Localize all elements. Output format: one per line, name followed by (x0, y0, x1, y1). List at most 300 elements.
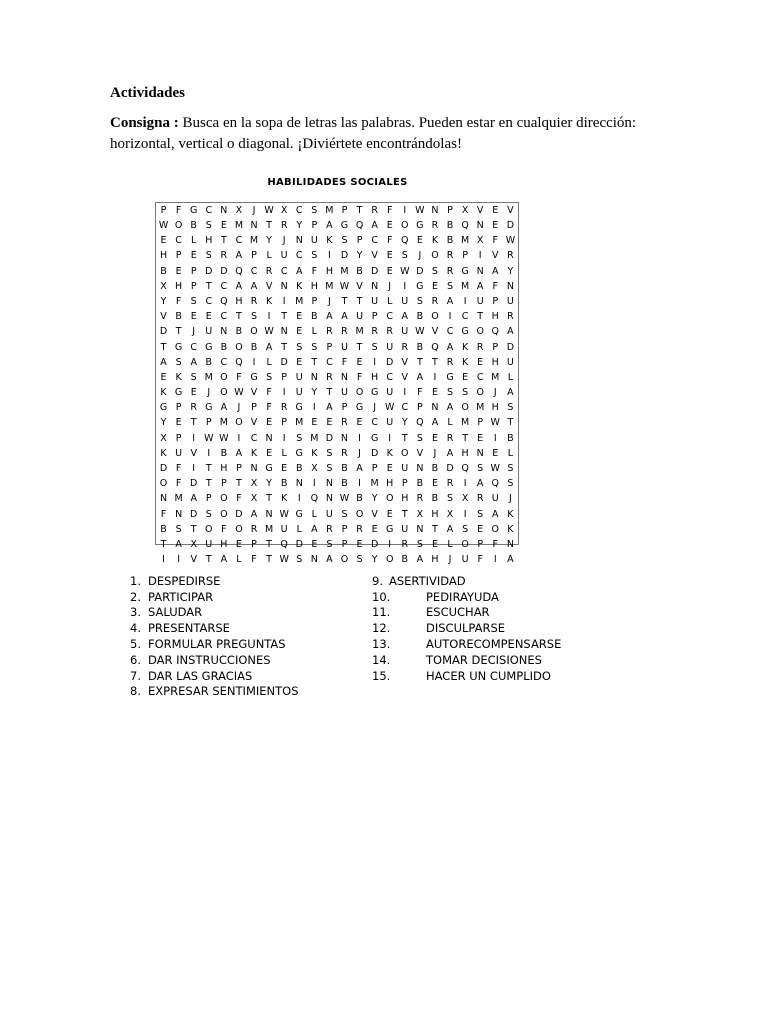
grid-letter: T (462, 432, 468, 444)
grid-letter: M (249, 235, 259, 247)
grid-letter: E (266, 417, 273, 429)
grid-letter: I (312, 478, 316, 490)
grid-row (156, 461, 518, 476)
grid-letter: H (371, 371, 379, 383)
grid-letter: M (310, 432, 319, 444)
grid-letter: E (205, 311, 212, 323)
grid-letter: F (492, 235, 498, 247)
word-number: 5. (130, 637, 141, 652)
grid-letter: I (493, 432, 497, 444)
grid-row (156, 203, 518, 218)
grid-letter: E (356, 538, 363, 550)
grid-letter: P (447, 204, 453, 216)
grid-letter: O (159, 478, 168, 490)
grid-letter: A (250, 280, 258, 292)
grid-letter: D (446, 463, 454, 475)
grid-letter: Y (401, 417, 408, 429)
grid-letter: S (205, 508, 212, 520)
grid-letter: E (311, 538, 318, 550)
grid-letter: W (490, 463, 500, 475)
letter-grid-table (156, 203, 518, 568)
grid-letter: U (205, 538, 213, 550)
grid-letter: V (371, 250, 378, 262)
grid-letter: J (207, 387, 211, 399)
grid-letter: C (401, 402, 409, 414)
grid-letter: G (190, 204, 198, 216)
grid-row (156, 249, 518, 264)
grid-letter: H (401, 493, 409, 505)
grid-letter: R (326, 371, 333, 383)
grid-letter: G (174, 387, 183, 399)
grid-letter: B (220, 341, 228, 353)
word-number: 6. (130, 652, 141, 667)
grid-letter: B (416, 311, 424, 323)
grid-letter: L (296, 523, 302, 535)
grid-letter: J (282, 235, 286, 247)
grid-letter: T (281, 341, 288, 353)
grid-letter: U (340, 341, 348, 353)
grid-letter: N (175, 508, 183, 520)
grid-letter: G (370, 387, 379, 399)
grid-letter: P (175, 402, 182, 414)
grid-letter: N (476, 447, 484, 459)
grid-letter: I (493, 554, 497, 566)
grid-letter: R (280, 402, 288, 414)
grid-letter: A (492, 508, 499, 520)
grid-letter: R (446, 356, 454, 368)
grid-letter: Y (266, 235, 272, 247)
grid-letter: T (401, 432, 408, 444)
grid-letter: M (295, 295, 304, 307)
grid-letter: A (356, 463, 363, 475)
grid-letter: A (220, 554, 228, 566)
grid-letter: E (431, 432, 438, 444)
grid-letter: I (297, 493, 301, 505)
grid-letter: N (476, 265, 484, 277)
grid-letter: T (236, 478, 242, 490)
grid-letter: W (158, 220, 169, 232)
grid-letter: S (447, 387, 454, 399)
grid-letter: S (447, 493, 454, 505)
grid-row (156, 537, 518, 552)
grid-letter: P (462, 250, 468, 262)
grid-letter: A (235, 447, 243, 459)
grid-letter: J (508, 493, 512, 505)
grid-letter: F (386, 204, 393, 216)
grid-letter: W (339, 280, 350, 292)
grid-letter: I (267, 311, 271, 323)
grid-letter: F (175, 204, 182, 216)
grid-letter: F (236, 371, 242, 383)
grid-letter: E (175, 417, 182, 429)
grid-letter: P (311, 295, 318, 307)
grid-row (156, 431, 518, 446)
grid-letter: A (265, 341, 273, 353)
grid-letter: D (295, 538, 303, 550)
grid-letter: L (236, 554, 242, 566)
grid-letter: O (385, 554, 394, 566)
grid-letter: W (415, 326, 425, 338)
grid-letter: A (326, 554, 333, 566)
grid-letter: P (492, 295, 499, 307)
grid-letter: C (326, 356, 333, 368)
instruction-label: Consigna : (110, 115, 179, 131)
grid-letter: E (235, 538, 242, 550)
grid-letter: F (266, 402, 272, 414)
grid-letter: B (220, 447, 228, 459)
grid-letter: A (446, 402, 454, 414)
grid-letter: S (175, 356, 182, 368)
grid-letter: W (490, 417, 500, 429)
grid-letter: H (491, 402, 499, 414)
grid-letter: P (175, 432, 182, 444)
grid-letter: G (265, 463, 273, 475)
grid-letter: O (235, 417, 243, 429)
word-number: 14. (372, 652, 391, 667)
grid-letter: Y (371, 493, 378, 505)
grid-letter: A (235, 250, 243, 262)
grid-letter: K (507, 508, 514, 520)
grid-letter: I (388, 432, 392, 444)
grid-letter: A (446, 341, 454, 353)
grid-row (156, 233, 518, 248)
grid-letter: R (446, 265, 454, 277)
grid-letter: W (339, 493, 350, 505)
word-list-item (130, 636, 299, 652)
grid-letter: A (295, 265, 303, 277)
grid-letter: A (341, 311, 348, 323)
grid-letter: P (477, 538, 484, 550)
grid-letter: U (386, 387, 394, 399)
grid-letter: M (234, 220, 244, 232)
grid-letter: N (476, 220, 484, 232)
grid-letter: G (355, 402, 364, 414)
grid-letter: D (190, 508, 198, 520)
grid-letter: Y (266, 478, 272, 490)
grid-letter: C (235, 235, 243, 247)
grid-letter: E (492, 204, 499, 216)
grid-letter: R (220, 250, 228, 262)
grid-letter: B (341, 463, 348, 475)
grid-letter: O (220, 371, 228, 383)
grid-letter: F (356, 371, 363, 383)
grid-letter: S (190, 371, 197, 383)
grid-letter: A (416, 371, 424, 383)
grid-letter: A (235, 280, 243, 292)
page-heading: Actividades (110, 85, 185, 101)
grid-letter: D (235, 508, 243, 520)
grid-letter: P (371, 311, 378, 323)
grid-letter: T (236, 311, 242, 323)
grid-letter: F (266, 387, 272, 399)
grid-letter: T (401, 508, 408, 520)
grid-letter: X (416, 508, 424, 520)
grid-letter: K (265, 295, 273, 307)
grid-letter: T (205, 463, 212, 475)
grid-letter: I (282, 387, 286, 399)
grid-letter: Q (235, 265, 243, 277)
grid-letter: R (371, 326, 378, 338)
grid-letter: R (356, 523, 363, 535)
grid-letter: L (266, 250, 272, 262)
grid-letter: R (507, 311, 514, 323)
grid-letter: P (341, 402, 348, 414)
word-text: SALUDAR (148, 605, 203, 620)
grid-letter: S (416, 295, 423, 307)
grid-letter: T (205, 554, 212, 566)
grid-letter: N (340, 371, 349, 383)
grid-letter: X (160, 280, 167, 292)
grid-letter: L (191, 235, 197, 247)
grid-letter: P (281, 371, 288, 383)
grid-letter: R (446, 478, 454, 490)
word-list-item (130, 589, 299, 605)
grid-letter: G (340, 220, 349, 232)
grid-letter: O (220, 508, 228, 520)
grid-letter: M (325, 280, 334, 292)
grid-letter: I (358, 432, 361, 444)
grid-letter: H (220, 463, 228, 475)
grid-letter: W (264, 326, 274, 338)
grid-letter: E (311, 417, 318, 429)
grid-letter: E (296, 326, 303, 338)
grid-letter: P (401, 478, 408, 490)
grid-letter: J (237, 402, 241, 414)
grid-letter: D (370, 538, 379, 550)
grid-letter: W (505, 235, 516, 247)
grid-letter: D (370, 265, 379, 277)
grid-letter: W (264, 204, 274, 216)
grid-letter: O (461, 402, 469, 414)
grid-letter: M (461, 280, 470, 292)
grid-letter: K (311, 447, 318, 459)
grid-letter: X (311, 463, 318, 475)
word-text: DISCULPARSE (426, 621, 506, 636)
grid-letter: A (416, 554, 424, 566)
grid-letter: P (160, 204, 167, 216)
word-number: 13. (372, 637, 391, 652)
grid-letter: A (190, 493, 197, 505)
grid-letter: M (174, 493, 183, 505)
grid-letter: I (463, 508, 467, 520)
grid-letter: S (507, 402, 514, 414)
grid-letter: N (340, 432, 349, 444)
grid-letter: L (507, 447, 514, 459)
grid-letter: S (341, 508, 348, 520)
grid-letter: S (462, 387, 469, 399)
grid-row (156, 476, 518, 491)
grid-letter: V (190, 447, 197, 459)
grid-letter: F (175, 295, 182, 307)
word-text: PARTICIPAR (148, 589, 214, 604)
grid-letter: N (325, 478, 333, 490)
grid-letter: K (326, 235, 333, 247)
grid-letter: S (371, 341, 378, 353)
grid-letter: R (341, 447, 348, 459)
grid-letter: R (431, 295, 439, 307)
grid-letter: I (388, 538, 392, 550)
grid-letter: J (358, 447, 361, 459)
grid-letter: S (416, 538, 423, 550)
grid-letter: B (416, 478, 424, 490)
grid-letter: M (340, 265, 349, 277)
grid-letter: F (492, 280, 498, 292)
grid-letter: J (192, 326, 196, 338)
grid-letter: B (311, 311, 318, 323)
grid-letter: O (250, 326, 258, 338)
grid-letter: P (205, 417, 212, 429)
grid-letter: O (431, 250, 439, 262)
grid-letter: S (205, 220, 212, 232)
grid-letter: L (311, 326, 317, 338)
grid-letter: M (264, 523, 274, 535)
word-number: 9. (372, 573, 383, 588)
grid-letter: U (506, 356, 514, 368)
grid-letter: N (310, 554, 318, 566)
grid-letter: C (190, 341, 198, 353)
grid-letter: D (159, 463, 168, 475)
word-text: PRESENTARSE (148, 621, 230, 636)
grid-letter: K (431, 235, 439, 247)
grid-letter: A (220, 402, 228, 414)
grid-letter: U (401, 295, 409, 307)
grid-letter: A (431, 417, 439, 429)
word-list-item (130, 605, 299, 621)
grid-letter: N (280, 280, 288, 292)
grid-letter: S (477, 463, 484, 475)
grid-letter: A (371, 220, 378, 232)
grid-letter: I (237, 432, 241, 444)
word-list-item (372, 620, 561, 636)
grid-letter: T (266, 220, 272, 232)
grid-letter: R (341, 326, 348, 338)
grid-letter: N (416, 463, 424, 475)
grid-letter: T (432, 523, 438, 535)
grid-letter: C (386, 311, 394, 323)
grid-letter: R (250, 523, 258, 535)
grid-letter: U (461, 554, 469, 566)
grid-letter: R (416, 493, 424, 505)
grid-letter: X (235, 204, 243, 216)
grid-letter: I (312, 402, 316, 414)
grid-letter: X (446, 508, 454, 520)
grid-letter: H (431, 554, 439, 566)
grid-letter: W (234, 387, 244, 399)
word-list-item (130, 684, 299, 700)
word-text: FORMULAR PREGUNTAS (148, 637, 286, 652)
grid-letter: E (477, 356, 484, 368)
grid-letter: S (477, 508, 484, 520)
grid-letter: O (401, 220, 409, 232)
grid-letter: C (446, 326, 454, 338)
grid-letter: X (160, 432, 167, 444)
grid-letter: A (476, 280, 484, 292)
word-text: DESPEDIRSE (148, 573, 221, 588)
grid-letter: E (266, 447, 273, 459)
grid-letter: W (415, 204, 425, 216)
grid-letter: E (431, 538, 438, 550)
grid-letter: C (295, 250, 303, 262)
grid-letter: V (371, 508, 378, 520)
grid-letter: P (236, 463, 242, 475)
grid-letter: E (160, 235, 167, 247)
grid-letter: V (507, 204, 514, 216)
grid-letter: T (266, 493, 272, 505)
grid-letter: Q (355, 220, 364, 232)
grid-letter: T (311, 356, 318, 368)
grid-letter: R (326, 326, 333, 338)
word-number: 2. (130, 589, 141, 604)
grid-letter: K (461, 356, 469, 368)
grid-letter: J (252, 204, 256, 216)
grid-letter: I (448, 311, 452, 323)
grid-letter: B (160, 265, 167, 277)
grid-letter: U (386, 341, 394, 353)
word-number: 8. (130, 684, 141, 699)
grid-letter: N (265, 432, 273, 444)
grid-letter: N (220, 326, 228, 338)
grid-letter: N (295, 235, 303, 247)
grid-letter: S (311, 341, 318, 353)
grid-letter: S (507, 478, 514, 490)
word-text: EXPRESAR SENTIMIENTOS (148, 684, 299, 699)
grid-letter: G (295, 447, 303, 459)
grid-letter: U (386, 417, 394, 429)
grid-letter: P (326, 341, 333, 353)
grid-letter: T (190, 417, 197, 429)
grid-letter: S (311, 204, 318, 216)
grid-letter: U (356, 311, 364, 323)
grid-letter: J (373, 402, 377, 414)
grid-letter: Q (461, 463, 469, 475)
grid-letter: T (205, 280, 212, 292)
grid-letter: M (461, 417, 470, 429)
grid-letter: I (252, 356, 256, 368)
grid-letter: N (416, 523, 424, 535)
grid-letter: E (296, 311, 303, 323)
grid-letter: F (236, 493, 242, 505)
grid-letter: C (280, 265, 288, 277)
grid-letter: S (296, 341, 303, 353)
grid-letter: R (371, 204, 378, 216)
grid-letter: H (461, 447, 469, 459)
grid-letter: S (296, 432, 303, 444)
grid-letter: W (279, 554, 289, 566)
grid-letter: L (507, 371, 514, 383)
grid-letter: H (431, 508, 439, 520)
grid-letter: X (250, 493, 258, 505)
grid-letter: E (356, 356, 363, 368)
grid-letter: J (327, 295, 331, 307)
grid-letter: C (205, 204, 213, 216)
grid-letter: E (477, 523, 484, 535)
grid-letter: T (190, 523, 197, 535)
grid-letter: U (371, 295, 379, 307)
grid-letter: S (507, 463, 514, 475)
grid-letter: P (251, 250, 257, 262)
grid-row (156, 355, 518, 370)
grid-letter: V (190, 554, 197, 566)
grid-letter: M (325, 204, 334, 216)
grid-letter: C (220, 280, 228, 292)
grid-letter: B (356, 493, 363, 505)
grid-letter: F (492, 538, 498, 550)
grid-letter: E (386, 250, 393, 262)
grid-letter: S (462, 523, 469, 535)
grid-letter: B (356, 265, 363, 277)
grid-letter: F (251, 554, 257, 566)
grid-letter: E (175, 265, 182, 277)
